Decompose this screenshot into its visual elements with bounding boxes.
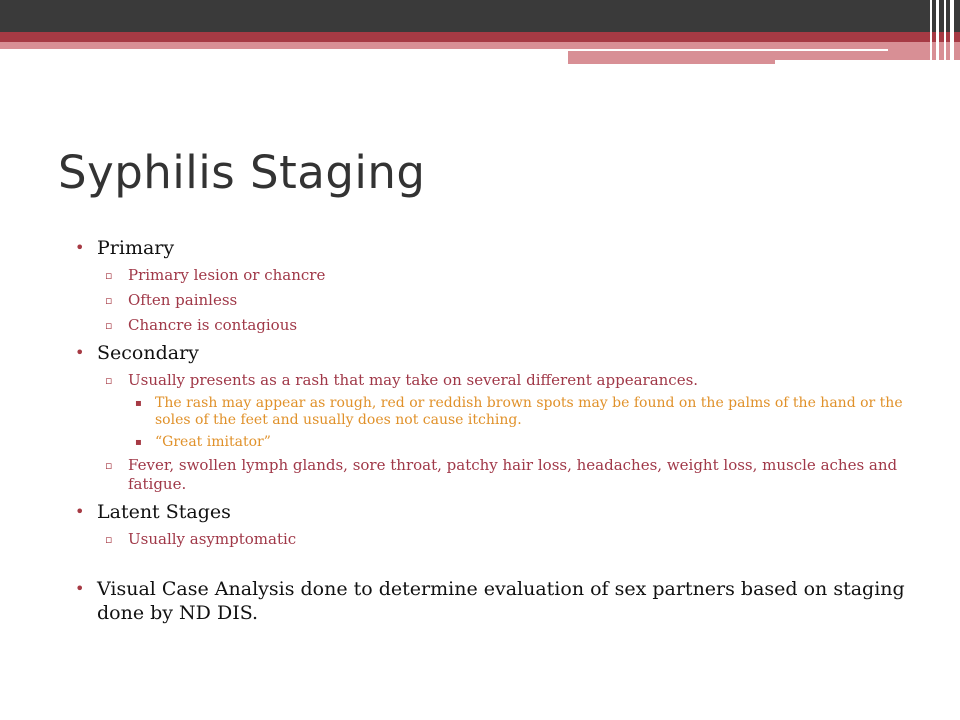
sub-bullet-text: Usually presents as a rash that may take on several different appearances. [128, 371, 699, 389]
square-bullet-icon: ▫ [105, 374, 113, 387]
square-bullet-icon: ▫ [105, 269, 113, 282]
small-square-bullet-icon: ▪ [135, 398, 142, 409]
sub-bullet-text: Chancre is contagious [128, 316, 298, 334]
bullet-dot-icon: • [75, 502, 85, 521]
bullet-dot-icon: • [75, 238, 85, 257]
detail-bullet-rash-appearance [75, 395, 905, 429]
header-divider-line [568, 49, 888, 51]
header-dark-bar [0, 0, 960, 32]
sub-bullet-text: Often painless [128, 291, 238, 309]
sub-bullet-asymptomatic [75, 530, 905, 549]
sub-bullet-contagious [75, 316, 905, 335]
header-divider-line-lower [775, 60, 960, 64]
header-vertical-line [936, 0, 939, 64]
sub-bullet-symptoms [75, 456, 905, 494]
bullet-analysis-label: Visual Case Analysis done to determine evaluation of sex partners based on staging done by ND DIS. [97, 578, 905, 624]
bullet-latent-stages [75, 500, 905, 524]
bullet-secondary-label: Secondary [97, 342, 199, 364]
sub-bullet-text: Fever, swollen lymph glands, sore throat, patchy hair loss, headaches, weight loss, muscle aches and fatigue. [128, 456, 898, 493]
square-bullet-icon: ▫ [105, 459, 113, 472]
header-vertical-line [930, 0, 932, 64]
bullet-visual-case-analysis [75, 577, 905, 625]
slide-title: Syphilis Staging [58, 146, 426, 199]
small-square-bullet-icon: ▪ [135, 437, 142, 448]
square-bullet-icon: ▫ [105, 533, 113, 546]
bullet-latent-label: Latent Stages [97, 501, 231, 523]
square-bullet-icon: ▫ [105, 294, 113, 307]
header-pink-bar-left [0, 42, 570, 49]
detail-bullet-great-imitator [75, 434, 905, 451]
sub-bullet-primary-lesion [75, 266, 905, 285]
sub-bullet-text: Usually asymptomatic [128, 530, 297, 548]
header-vertical-line [950, 0, 954, 64]
sub-bullet-often-painless [75, 291, 905, 310]
header-red-bar [0, 32, 960, 42]
slide-body [75, 236, 905, 625]
bullet-primary-label: Primary [97, 237, 175, 259]
sub-bullet-rash [75, 371, 905, 390]
bullet-dot-icon: • [75, 343, 85, 362]
bullet-dot-icon: • [75, 579, 85, 598]
bullet-secondary [75, 341, 905, 365]
sub-bullet-text: Primary lesion or chancre [128, 266, 326, 284]
detail-bullet-text: “Great imitator” [155, 434, 271, 450]
bullet-primary [75, 236, 905, 260]
header-vertical-line [944, 0, 946, 64]
detail-bullet-text: The rash may appear as rough, red or reddish brown spots may be found on the palms of the hand or the soles of the feet and usually does not cause itching. [155, 395, 903, 428]
square-bullet-icon: ▫ [105, 319, 113, 332]
